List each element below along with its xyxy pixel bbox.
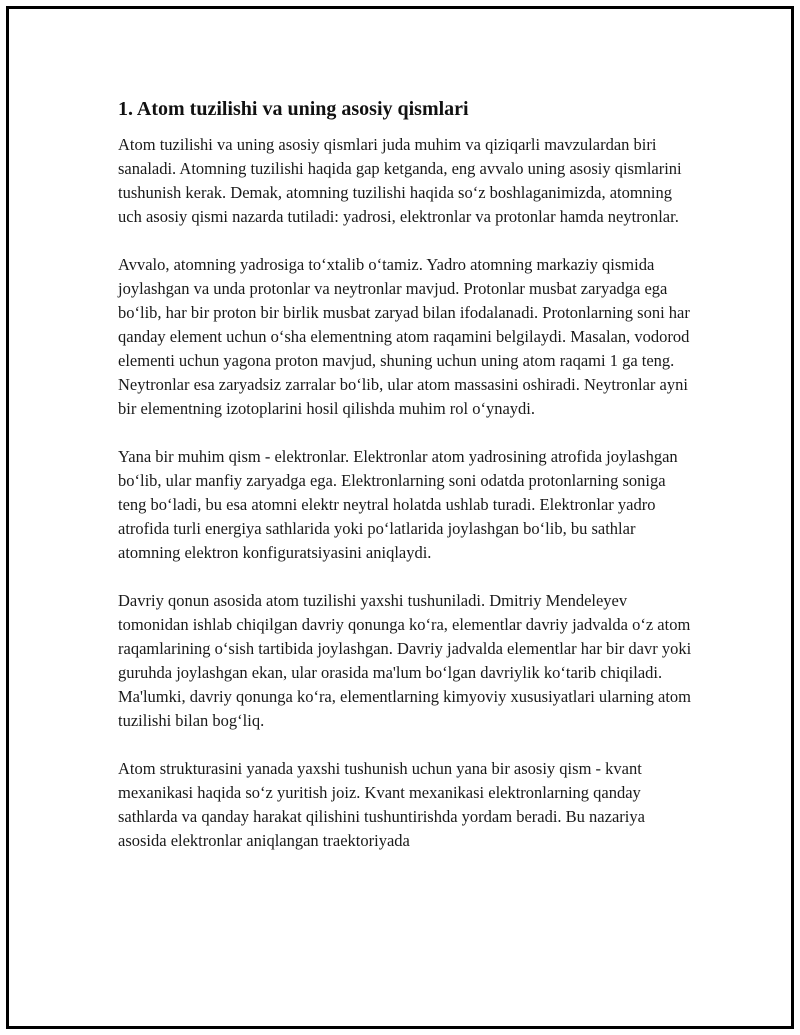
- paragraph-electrons: Yana bir muhim qism - elektronlar. Elektronlar atom yadrosining atrofida joylashgan bo‘lib, ular manfiy zaryadga ega. Elektronlarning soni odatda protonlarning soniga teng bo‘ladi, bu esa atomni elektr neytral holatda ushlab turadi. Elektronlar yadro atrofida turli energiya sathlarida yoki po‘latlarida joylashgan bo‘lib, bu sathlar atomning elektron konfiguratsiyasini aniqlaydi.: [118, 447, 678, 562]
- document-body: [118, 95, 693, 853]
- paragraph-nucleus: Avvalo, atomning yadrosiga to‘xtalib o‘tamiz. Yadro atomning markaziy qismida joylashgan va unda protonlar va neytronlar mavjud. Protonlar musbat zaryadga ega bo‘lib, har bir proton bir birlik musbat zaryad bilan ifodalanadi. Protonlarning soni har qanday element uchun o‘sha elementning atom raqamini belgilaydi. Masalan, vodorod elementi uchun yagona proton mavjud, shuning uchun uning atom raqami 1 ga teng. Neytronlar esa zaryadsiz zarralar bo‘lib, ular atom massasini oshiradi. Neytronlar ayni bir elementning izotoplarini hosil qilishda muhim rol o‘ynaydi.: [118, 255, 690, 418]
- paragraph-intro: Atom tuzilishi va uning asosiy qismlari juda muhim va qiziqarli mavzulardan biri sanaladi. Atomning tuzilishi haqida gap ketganda, eng avvalo uning asosiy qismlarini tushunish kerak. Demak, atomning tuzilishi haqida so‘z boshlaganimizda, atomning uch asosiy qismi nazarda tutiladi: yadrosi, elektronlar va protonlar hamda neytronlar.: [118, 135, 682, 226]
- section-heading: 1. Atom tuzilishi va uning asosiy qismlari: [118, 98, 469, 120]
- document-page: [6, 6, 794, 1029]
- paragraph-quantum-mechanics: Atom strukturasini yanada yaxshi tushunish uchun yana bir asosiy qism - kvant mexanikasi haqida so‘z yuritish joiz. Kvant mexanikasi elektronlarning qanday sathlarda va qanday harakat qilishini tushuntirishda yordam beradi. Bu nazariya asosida elektronlar aniqlangan traektoriyada: [118, 759, 645, 850]
- paragraph-periodic-law: Davriy qonun asosida atom tuzilishi yaxshi tushuniladi. Dmitriy Mendeleyev tomonidan ishlab chiqilgan davriy qonunga ko‘ra, elementlar davriy jadvalda o‘z atom raqamlarining o‘sish tartibida joylashgan. Davriy jadvalda elementlar har bir davr yoki guruhda joylashgan ekan, ular orasida ma'lum bo‘lgan davriylik ko‘tarib chiqiladi. Ma'lumki, davriy qonunga ko‘ra, elementlarning kimyoviy xususiyatlari ularning atom tuzilishi bilan bog‘liq.: [118, 591, 692, 730]
